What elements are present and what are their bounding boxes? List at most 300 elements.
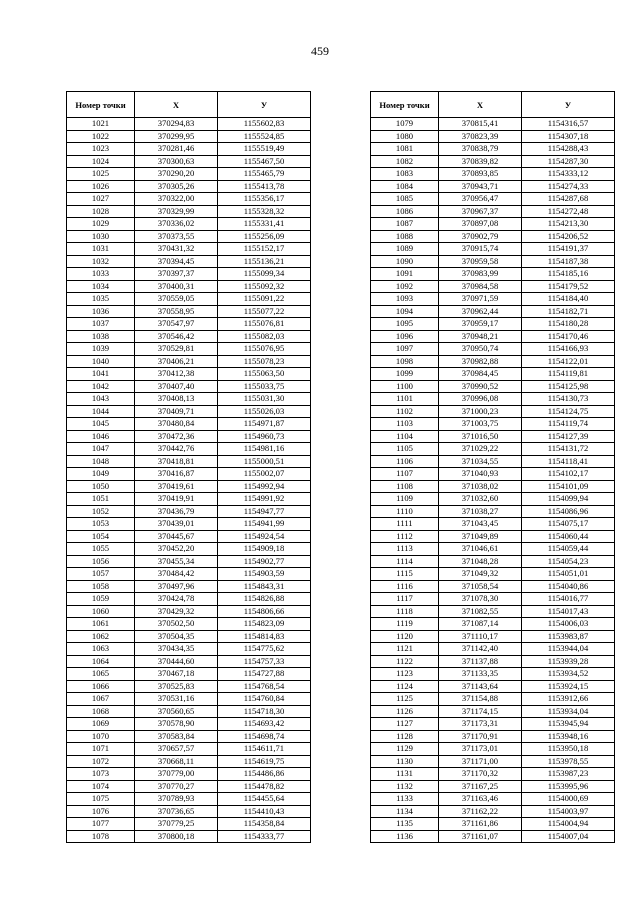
point-number-cell: 1094 [371,305,439,318]
y-coordinate-cell: 1154358,84 [218,818,311,831]
point-number-cell: 1097 [371,343,439,356]
table-row [371,218,615,231]
y-coordinate-cell: 1154060,44 [522,530,615,543]
point-number-cell: 1076 [67,805,135,818]
point-number-cell: 1063 [67,643,135,656]
x-coordinate-cell: 371016,50 [439,430,522,443]
x-coordinate-cell: 370407,40 [135,380,218,393]
table-row [67,243,311,256]
x-coordinate-cell: 370408,13 [135,393,218,406]
point-number-cell: 1077 [67,818,135,831]
y-coordinate-cell: 1154941,99 [218,518,311,531]
table-row [67,605,311,618]
x-coordinate-cell: 370429,32 [135,605,218,618]
x-coordinate-cell: 370893,85 [439,168,522,181]
table-row [67,218,311,231]
point-number-cell: 1041 [67,368,135,381]
table-row [67,280,311,293]
x-coordinate-cell: 370578,90 [135,718,218,731]
point-number-cell: 1118 [371,605,439,618]
table-row [67,293,311,306]
table-row [67,193,311,206]
point-number-cell: 1053 [67,518,135,531]
y-coordinate-cell: 1154131,72 [522,443,615,456]
x-coordinate-cell: 370779,00 [135,768,218,781]
point-number-cell: 1111 [371,518,439,531]
table-row [67,768,311,781]
table-row [371,318,615,331]
point-number-cell: 1125 [371,693,439,706]
x-coordinate-cell: 371058,54 [439,580,522,593]
point-number-cell: 1122 [371,655,439,668]
table-row [67,655,311,668]
x-coordinate-cell: 370948,21 [439,330,522,343]
point-number-cell: 1045 [67,418,135,431]
y-coordinate-cell: 1153950,18 [522,743,615,756]
x-coordinate-cell: 371161,86 [439,818,522,831]
x-coordinate-cell: 370982,88 [439,355,522,368]
table-row [67,743,311,756]
y-coordinate-cell: 1154099,94 [522,493,615,506]
table-row [371,180,615,193]
x-coordinate-cell: 370996,08 [439,393,522,406]
table-row [371,693,615,706]
x-coordinate-cell: 371082,55 [439,605,522,618]
table-row [371,343,615,356]
y-coordinate-cell: 1153995,96 [522,780,615,793]
table-row [371,730,615,743]
table-row [371,355,615,368]
page-number: 459 [311,44,329,58]
x-coordinate-cell: 371034,55 [439,455,522,468]
x-coordinate-cell: 371137,88 [439,655,522,668]
point-number-cell: 1106 [371,455,439,468]
table-row [371,255,615,268]
table-row [371,155,615,168]
table-row [371,368,615,381]
y-coordinate-cell: 1154611,71 [218,743,311,756]
y-coordinate-cell: 1154775,62 [218,643,311,656]
y-coordinate-cell: 1154768,54 [218,680,311,693]
x-coordinate-cell: 371170,91 [439,730,522,743]
table-row [371,430,615,443]
x-coordinate-cell: 371110,17 [439,630,522,643]
y-coordinate-cell: 1155602,83 [218,118,311,131]
y-coordinate-cell: 1153948,16 [522,730,615,743]
x-coordinate-cell: 370950,74 [439,343,522,356]
point-number-cell: 1052 [67,505,135,518]
x-coordinate-cell: 370839,82 [439,155,522,168]
y-coordinate-cell: 1154187,38 [522,255,615,268]
table-row [67,718,311,731]
x-coordinate-cell: 370444,60 [135,655,218,668]
point-number-cell: 1130 [371,755,439,768]
x-coordinate-cell: 370300,63 [135,155,218,168]
point-number-cell: 1025 [67,168,135,181]
header-y: У [522,92,615,118]
table-row [67,405,311,418]
x-coordinate-cell: 370897,08 [439,218,522,231]
y-coordinate-cell: 1154086,96 [522,505,615,518]
x-coordinate-cell: 371043,45 [439,518,522,531]
point-number-cell: 1133 [371,793,439,806]
table-row [371,380,615,393]
y-coordinate-cell: 1155413,78 [218,180,311,193]
point-number-cell: 1066 [67,680,135,693]
x-coordinate-cell: 370736,65 [135,805,218,818]
point-number-cell: 1124 [371,680,439,693]
y-coordinate-cell: 1155467,50 [218,155,311,168]
table-row [371,680,615,693]
table-row [371,268,615,281]
y-coordinate-cell: 1154902,77 [218,555,311,568]
x-coordinate-cell: 370431,32 [135,243,218,256]
y-coordinate-cell: 1154960,73 [218,430,311,443]
y-coordinate-cell: 1153924,15 [522,680,615,693]
x-coordinate-cell: 370971,59 [439,293,522,306]
table-row [371,768,615,781]
y-coordinate-cell: 1154191,37 [522,243,615,256]
x-coordinate-cell: 370445,67 [135,530,218,543]
x-coordinate-cell: 370299,95 [135,130,218,143]
x-coordinate-cell: 371170,32 [439,768,522,781]
y-coordinate-cell: 1154003,97 [522,805,615,818]
x-coordinate-cell: 370497,96 [135,580,218,593]
header-y: У [218,92,311,118]
y-coordinate-cell: 1155076,95 [218,343,311,356]
point-number-cell: 1082 [371,155,439,168]
x-coordinate-cell: 371174,15 [439,705,522,718]
point-number-cell: 1062 [67,630,135,643]
table-row [67,205,311,218]
point-number-cell: 1050 [67,480,135,493]
x-coordinate-cell: 371142,40 [439,643,522,656]
table-row [67,355,311,368]
table-row [67,330,311,343]
table-row [67,480,311,493]
x-coordinate-cell: 370967,37 [439,205,522,218]
table-row [371,230,615,243]
y-coordinate-cell: 1154333,12 [522,168,615,181]
table-row [371,443,615,456]
y-coordinate-cell: 1153939,28 [522,655,615,668]
y-coordinate-cell: 1154718,30 [218,705,311,718]
table-row [67,318,311,331]
y-coordinate-cell: 1154619,75 [218,755,311,768]
x-coordinate-cell: 370838,79 [439,143,522,156]
y-coordinate-cell: 1154760,84 [218,693,311,706]
table-row [67,543,311,556]
table-row [371,580,615,593]
y-coordinate-cell: 1155031,30 [218,393,311,406]
x-coordinate-cell: 370373,55 [135,230,218,243]
x-coordinate-cell: 370418,81 [135,455,218,468]
table-row [67,805,311,818]
point-number-cell: 1034 [67,280,135,293]
point-number-cell: 1038 [67,330,135,343]
y-coordinate-cell: 1154947,77 [218,505,311,518]
table-row [67,830,311,843]
table-row [67,680,311,693]
x-coordinate-cell: 370406,21 [135,355,218,368]
x-coordinate-cell: 370290,20 [135,168,218,181]
y-coordinate-cell: 1154182,71 [522,305,615,318]
y-coordinate-cell: 1154124,75 [522,405,615,418]
y-coordinate-cell: 1155099,34 [218,268,311,281]
y-coordinate-cell: 1153912,66 [522,693,615,706]
y-coordinate-cell: 1154924,54 [218,530,311,543]
y-coordinate-cell: 1154184,40 [522,293,615,306]
table-header-row [371,92,615,118]
table-row [371,555,615,568]
table-row [67,793,311,806]
table-row [67,368,311,381]
y-coordinate-cell: 1154410,43 [218,805,311,818]
x-coordinate-cell: 370502,50 [135,618,218,631]
table-row [67,468,311,481]
y-coordinate-cell: 1154316,57 [522,118,615,131]
point-number-cell: 1099 [371,368,439,381]
y-coordinate-cell: 1154054,23 [522,555,615,568]
point-number-cell: 1121 [371,643,439,656]
y-coordinate-cell: 1154119,74 [522,418,615,431]
point-number-cell: 1055 [67,543,135,556]
table-row [67,780,311,793]
y-coordinate-cell: 1154118,41 [522,455,615,468]
table-row [67,630,311,643]
point-number-cell: 1098 [371,355,439,368]
point-number-cell: 1081 [371,143,439,156]
y-coordinate-cell: 1154478,82 [218,780,311,793]
table-row [67,418,311,431]
y-coordinate-cell: 1154180,28 [522,318,615,331]
y-coordinate-cell: 1153934,52 [522,668,615,681]
point-number-cell: 1115 [371,568,439,581]
point-number-cell: 1059 [67,593,135,606]
y-coordinate-cell: 1154903,59 [218,568,311,581]
x-coordinate-cell: 370800,18 [135,830,218,843]
y-coordinate-cell: 1155328,32 [218,205,311,218]
point-number-cell: 1119 [371,618,439,631]
y-coordinate-cell: 1154806,66 [218,605,311,618]
y-coordinate-cell: 1154122,01 [522,355,615,368]
x-coordinate-cell: 370442,76 [135,443,218,456]
table-row [371,143,615,156]
coordinates-table-right [370,91,615,843]
y-coordinate-cell: 1154166,93 [522,343,615,356]
y-coordinate-cell: 1155256,09 [218,230,311,243]
table-row [67,593,311,606]
table-row [67,493,311,506]
table-row [371,543,615,556]
table-row [371,618,615,631]
x-coordinate-cell: 370959,17 [439,318,522,331]
point-number-cell: 1065 [67,668,135,681]
point-number-cell: 1103 [371,418,439,431]
x-coordinate-cell: 370962,44 [439,305,522,318]
y-coordinate-cell: 1155082,03 [218,330,311,343]
header-point-number: Номер точки [67,92,135,118]
y-coordinate-cell: 1154004,94 [522,818,615,831]
x-coordinate-cell: 370397,37 [135,268,218,281]
x-coordinate-cell: 370984,58 [439,280,522,293]
table-row [67,568,311,581]
y-coordinate-cell: 1154991,92 [218,493,311,506]
x-coordinate-cell: 371161,07 [439,830,522,843]
y-coordinate-cell: 1155524,85 [218,130,311,143]
y-coordinate-cell: 1154971,87 [218,418,311,431]
point-number-cell: 1032 [67,255,135,268]
table-row [371,655,615,668]
table-row [371,505,615,518]
point-number-cell: 1107 [371,468,439,481]
table-row [67,143,311,156]
y-coordinate-cell: 1155078,23 [218,355,311,368]
table-row [67,818,311,831]
x-coordinate-cell: 370990,52 [439,380,522,393]
x-coordinate-cell: 370434,35 [135,643,218,656]
x-coordinate-cell: 370529,81 [135,343,218,356]
point-number-cell: 1056 [67,555,135,568]
x-coordinate-cell: 370504,35 [135,630,218,643]
point-number-cell: 1116 [371,580,439,593]
y-coordinate-cell: 1154727,88 [218,668,311,681]
x-coordinate-cell: 370546,42 [135,330,218,343]
x-coordinate-cell: 370560,65 [135,705,218,718]
table-row [67,505,311,518]
y-coordinate-cell: 1154981,16 [218,443,311,456]
x-coordinate-cell: 370531,16 [135,693,218,706]
y-coordinate-cell: 1154287,30 [522,155,615,168]
y-coordinate-cell: 1154059,44 [522,543,615,556]
x-coordinate-cell: 370400,31 [135,280,218,293]
y-coordinate-cell: 1154127,39 [522,430,615,443]
y-coordinate-cell: 1154125,98 [522,380,615,393]
table-row [67,518,311,531]
x-coordinate-cell: 370959,58 [439,255,522,268]
y-coordinate-cell: 1154206,52 [522,230,615,243]
table-row [67,343,311,356]
x-coordinate-cell: 370480,84 [135,418,218,431]
table-row [67,443,311,456]
y-coordinate-cell: 1155076,81 [218,318,311,331]
point-number-cell: 1047 [67,443,135,456]
point-number-cell: 1027 [67,193,135,206]
y-coordinate-cell: 1155465,79 [218,168,311,181]
point-number-cell: 1046 [67,430,135,443]
table-row [371,780,615,793]
table-row [371,718,615,731]
table-row [371,530,615,543]
table-row [67,380,311,393]
point-number-cell: 1078 [67,830,135,843]
table-row [67,530,311,543]
x-coordinate-cell: 370455,34 [135,555,218,568]
y-coordinate-cell: 1155092,32 [218,280,311,293]
table-row [67,255,311,268]
table-row [371,630,615,643]
point-number-cell: 1117 [371,593,439,606]
y-coordinate-cell: 1155033,75 [218,380,311,393]
y-coordinate-cell: 1154185,16 [522,268,615,281]
table-row [371,205,615,218]
table-row [67,618,311,631]
x-coordinate-cell: 371038,02 [439,480,522,493]
y-coordinate-cell: 1154000,69 [522,793,615,806]
y-coordinate-cell: 1154016,77 [522,593,615,606]
point-number-cell: 1104 [371,430,439,443]
y-coordinate-cell: 1154288,43 [522,143,615,156]
point-number-cell: 1054 [67,530,135,543]
point-number-cell: 1073 [67,768,135,781]
point-number-cell: 1070 [67,730,135,743]
x-coordinate-cell: 370525,83 [135,680,218,693]
point-number-cell: 1108 [371,480,439,493]
point-number-cell: 1110 [371,505,439,518]
point-number-cell: 1028 [67,205,135,218]
y-coordinate-cell: 1153945,94 [522,718,615,731]
table-row [371,118,615,131]
point-number-cell: 1048 [67,455,135,468]
x-coordinate-cell: 371167,25 [439,780,522,793]
y-coordinate-cell: 1154101,09 [522,480,615,493]
x-coordinate-cell: 370322,00 [135,193,218,206]
table-row [371,405,615,418]
table-row [67,118,311,131]
x-coordinate-cell: 370452,20 [135,543,218,556]
point-number-cell: 1090 [371,255,439,268]
point-number-cell: 1024 [67,155,135,168]
point-number-cell: 1049 [67,468,135,481]
y-coordinate-cell: 1154102,17 [522,468,615,481]
point-number-cell: 1037 [67,318,135,331]
table-row [371,330,615,343]
x-coordinate-cell: 371078,30 [439,593,522,606]
point-number-cell: 1035 [67,293,135,306]
x-coordinate-cell: 370956,47 [439,193,522,206]
y-coordinate-cell: 1154272,48 [522,205,615,218]
x-coordinate-cell: 371173,31 [439,718,522,731]
table-row [67,668,311,681]
y-coordinate-cell: 1153944,04 [522,643,615,656]
y-coordinate-cell: 1154333,77 [218,830,311,843]
table-row [67,555,311,568]
y-coordinate-cell: 1155152,17 [218,243,311,256]
point-number-cell: 1095 [371,318,439,331]
point-number-cell: 1074 [67,780,135,793]
x-coordinate-cell: 370668,11 [135,755,218,768]
x-coordinate-cell: 371032,60 [439,493,522,506]
coordinates-table-left [66,91,311,843]
point-number-cell: 1064 [67,655,135,668]
y-coordinate-cell: 1154179,52 [522,280,615,293]
point-number-cell: 1087 [371,218,439,231]
point-number-cell: 1039 [67,343,135,356]
table-row [371,593,615,606]
point-number-cell: 1058 [67,580,135,593]
y-coordinate-cell: 1154075,17 [522,518,615,531]
y-coordinate-cell: 1155091,22 [218,293,311,306]
y-coordinate-cell: 1154017,43 [522,605,615,618]
x-coordinate-cell: 370815,41 [439,118,522,131]
x-coordinate-cell: 371000,23 [439,405,522,418]
point-number-cell: 1126 [371,705,439,718]
point-number-cell: 1114 [371,555,439,568]
x-coordinate-cell: 371049,89 [439,530,522,543]
point-number-cell: 1029 [67,218,135,231]
y-coordinate-cell: 1154307,18 [522,130,615,143]
x-coordinate-cell: 370419,91 [135,493,218,506]
